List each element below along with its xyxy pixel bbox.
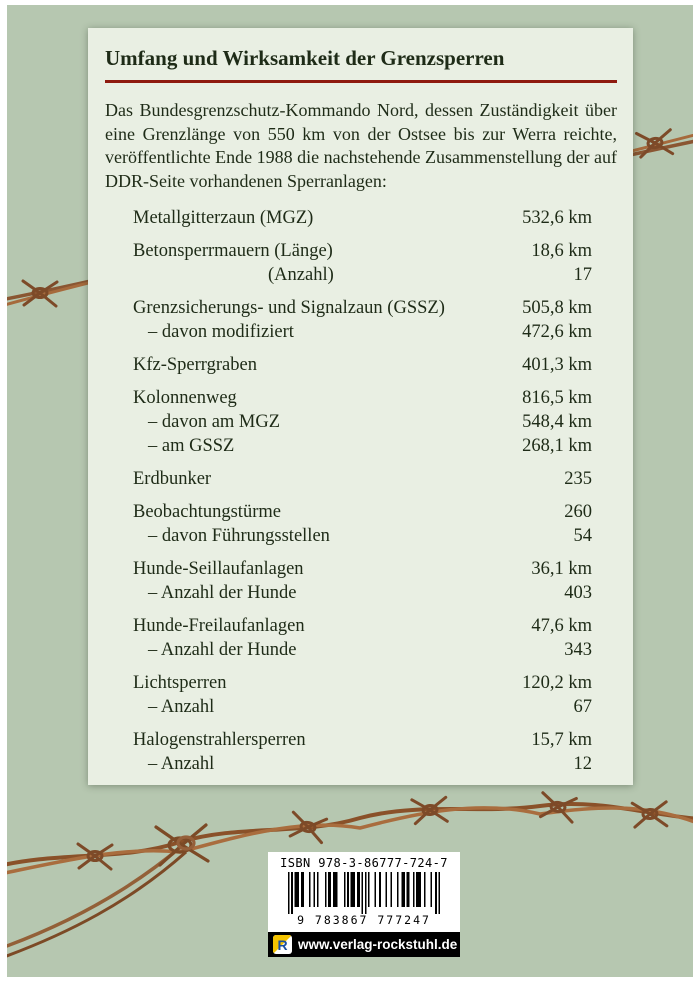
row-value: 67: [573, 697, 592, 717]
row-label: – davon modifiziert: [148, 322, 294, 342]
publisher-bar: [268, 932, 460, 957]
table-row: [133, 728, 592, 752]
row-value: 343: [564, 640, 592, 660]
row-value: 36,1 km: [531, 559, 592, 579]
logo-letter: R: [277, 936, 288, 953]
table-row: [133, 353, 592, 377]
table-group: [133, 614, 592, 662]
row-label: Hunde-Freilaufanlagen: [133, 616, 305, 636]
row-value: 120,2 km: [522, 673, 592, 693]
page-title: Umfang und Wirksamkeit der Grenzsperren: [105, 46, 505, 70]
row-value: 235: [564, 469, 592, 489]
row-label: Lichtsperren: [133, 673, 227, 693]
table-group: [133, 206, 592, 230]
row-value: 15,7 km: [531, 730, 592, 750]
table-row: [133, 434, 592, 458]
info-panel: [88, 28, 633, 785]
table-row: [133, 638, 592, 662]
table-row: [133, 263, 592, 287]
row-label: – Anzahl der Hunde: [148, 583, 297, 603]
table-row: [133, 500, 592, 524]
table-group: [133, 239, 592, 287]
table-row: [133, 320, 592, 344]
publisher-url: www.verlag-rockstuhl.de: [298, 937, 458, 952]
row-value: 472,6 km: [522, 322, 592, 342]
row-label: (Anzahl): [268, 265, 334, 285]
row-label: Beobachtungstürme: [133, 502, 281, 522]
table-group: [133, 467, 592, 491]
row-label: Grenzsicherungs- und Signalzaun (GSSZ): [133, 298, 445, 318]
row-value: 260: [564, 502, 592, 522]
row-value: 548,4 km: [522, 412, 592, 432]
table-row: [133, 581, 592, 605]
isbn-block: [268, 852, 460, 932]
row-value: 403: [564, 583, 592, 603]
table-row: [133, 557, 592, 581]
table-group: [133, 500, 592, 548]
table-row: [133, 524, 592, 548]
table-row: [133, 386, 592, 410]
table-group: [133, 671, 592, 719]
row-value: 18,6 km: [531, 241, 592, 261]
ean-barcode: [285, 872, 443, 914]
table-group: [133, 296, 592, 344]
table-row: [133, 752, 592, 776]
row-label: – Anzahl: [148, 697, 215, 717]
publisher-logo-icon: [273, 935, 292, 954]
table-row: [133, 296, 592, 320]
table-group: [133, 386, 592, 458]
row-label: – davon am MGZ: [148, 412, 281, 432]
table-row: [133, 467, 592, 491]
row-value: 17: [573, 265, 592, 285]
row-label: Metallgitterzaun (MGZ): [133, 208, 314, 228]
row-label: Kolonnenweg: [133, 388, 237, 408]
row-label: Kfz-Sperrgraben: [133, 355, 257, 375]
table-group: [133, 353, 592, 377]
sperranlagen-table: [105, 206, 617, 776]
isbn-text: ISBN 978-3-86777-724-7: [280, 856, 448, 870]
row-value: 54: [573, 526, 592, 546]
row-value: 816,5 km: [522, 388, 592, 408]
row-label: Erdbunker: [133, 469, 212, 489]
table-row: [133, 695, 592, 719]
row-label: Betonsperrmauern (Länge): [133, 241, 333, 261]
table-row: [133, 614, 592, 638]
row-label: Hunde-Seillaufanlagen: [133, 559, 304, 579]
row-label: – davon Führungsstellen: [148, 526, 330, 546]
row-label: – Anzahl: [148, 754, 215, 774]
row-value: 532,6 km: [522, 208, 592, 228]
row-value: 505,8 km: [522, 298, 592, 318]
row-value: 12: [573, 754, 592, 774]
barcode-digits: 9 783867 777247: [297, 913, 431, 927]
row-label: – am GSSZ: [148, 436, 235, 456]
row-value: 47,6 km: [531, 616, 592, 636]
table-row: [133, 671, 592, 695]
row-label: – Anzahl der Hunde: [148, 640, 297, 660]
row-value: 268,1 km: [522, 436, 592, 456]
table-group: [133, 728, 592, 776]
table-group: [133, 557, 592, 605]
title-underline: [105, 80, 617, 83]
table-row: [133, 410, 592, 434]
row-value: 401,3 km: [522, 355, 592, 375]
intro-paragraph: Das Bundesgrenzschutz-Kommando Nord, dessen Zuständigkeit über eine Grenzlänge von 550 km von der Ostsee bis zur Werra reichte, veröffentlichte Ende 1988 die nachstehende Zusammenstellung der auf DDR-Seite vorhandenen Sperranlagen:: [105, 100, 617, 191]
table-row: [133, 206, 592, 230]
row-label: Halogenstrahlersperren: [133, 730, 306, 750]
table-row: [133, 239, 592, 263]
